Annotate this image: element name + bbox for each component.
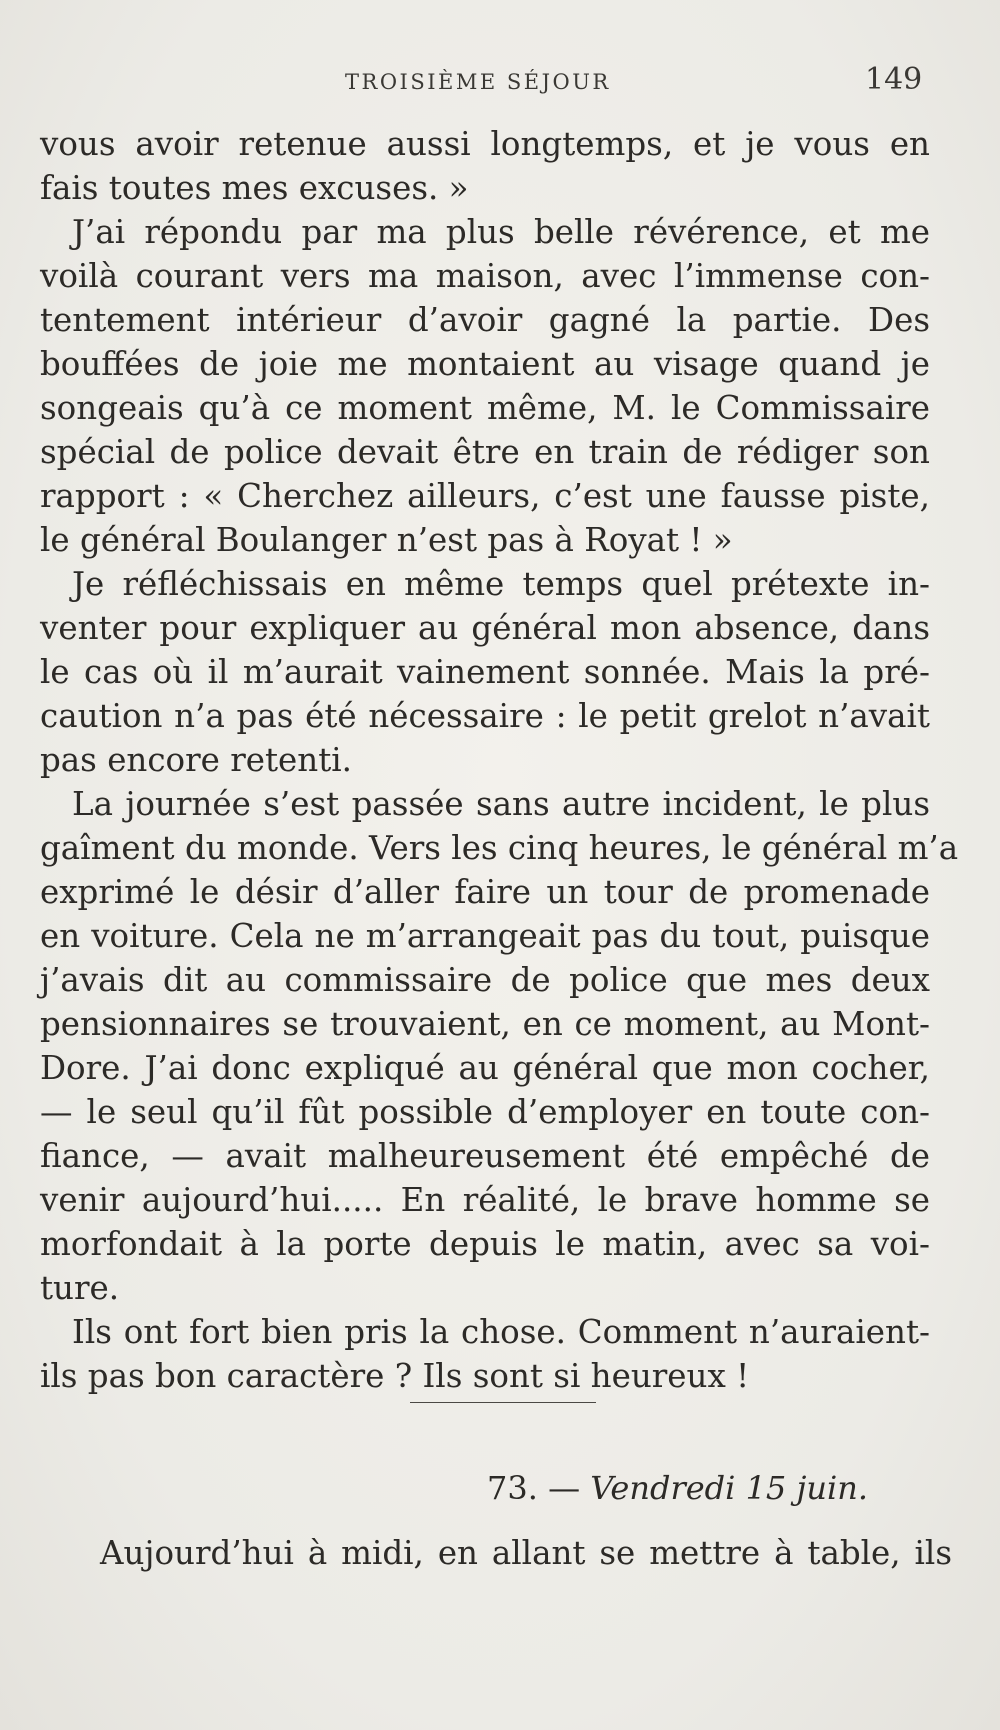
text-line: La journée s’est passée sans autre incident, le plus (72, 785, 930, 823)
text-line: caution n’a pas été nécessaire : le petit grelot n’avait (40, 697, 930, 735)
text-line: morfondait à la porte depuis le matin, avec sa voi- (40, 1225, 930, 1263)
text-line: en voiture. Cela ne m’arrangeait pas du tout, puisque (40, 917, 930, 955)
text-line: songeais qu’à ce moment même, M. le Commissaire (40, 389, 930, 427)
entry-number: 73. — (487, 1469, 581, 1507)
text-line: voilà courant vers ma maison, avec l’immense con- (40, 257, 930, 295)
text-line: le cas où il m’aurait vainement sonnée. Mais la pré- (40, 653, 930, 691)
page-number: 149 (865, 62, 923, 97)
text-line: le général Boulanger n’est pas à Royat ! » (40, 521, 733, 559)
text-line: ils pas bon caractère ? Ils sont si heureux ! (40, 1357, 750, 1395)
text-line: Aujourd’hui à midi, en allant se mettre à table, ils (100, 1534, 952, 1572)
text-line: Ils ont fort bien pris la chose. Comment n’auraient- (72, 1313, 930, 1351)
text-line: bouffées de joie me montaient au visage quand je (40, 345, 930, 383)
text-line: spécial de police devait être en train de rédiger son (40, 433, 930, 471)
text-line: vous avoir retenue aussi longtemps, et je vous en (40, 125, 930, 163)
text-line: fais toutes mes excuses. » (40, 169, 469, 207)
text-line: gaîment du monde. Vers les cinq heures, le général m’a (40, 829, 959, 867)
page-header (0, 62, 1000, 102)
text-line: Je réfléchissais en même temps quel prétexte in- (72, 565, 930, 603)
entry-heading (487, 1466, 868, 1510)
text-line: venir aujourd’hui..... En réalité, le brave homme se (40, 1181, 930, 1219)
section-divider (410, 1402, 596, 1403)
text-line: — le seul qu’il fût possible d’employer en toute con- (40, 1093, 930, 1131)
text-line: ture. (40, 1269, 120, 1307)
text-line: fiance, — avait malheureusement été empêché de (40, 1137, 930, 1175)
text-line: pensionnaires se trouvaient, en ce moment, au Mont- (40, 1005, 930, 1043)
running-title: TROISIÈME SÉJOUR (345, 70, 611, 94)
text-line: Dore. J’ai donc expliqué au général que mon cocher, (40, 1049, 930, 1087)
text-line: tentement intérieur d’avoir gagné la partie. Des (40, 301, 930, 339)
text-line: exprimé le désir d’aller faire un tour de promenade (40, 873, 930, 911)
text-line: J’ai répondu par ma plus belle révérence, et me (72, 213, 930, 251)
text-line: venter pour expliquer au général mon absence, dans (40, 609, 930, 647)
text-line: rapport : « Cherchez ailleurs, c’est une fausse piste, (40, 477, 930, 515)
text-line: pas encore retenti. (40, 741, 353, 779)
text-line: j’avais dit au commissaire de police que mes deux (40, 961, 930, 999)
entry-date: Vendredi 15 juin. (590, 1469, 868, 1507)
